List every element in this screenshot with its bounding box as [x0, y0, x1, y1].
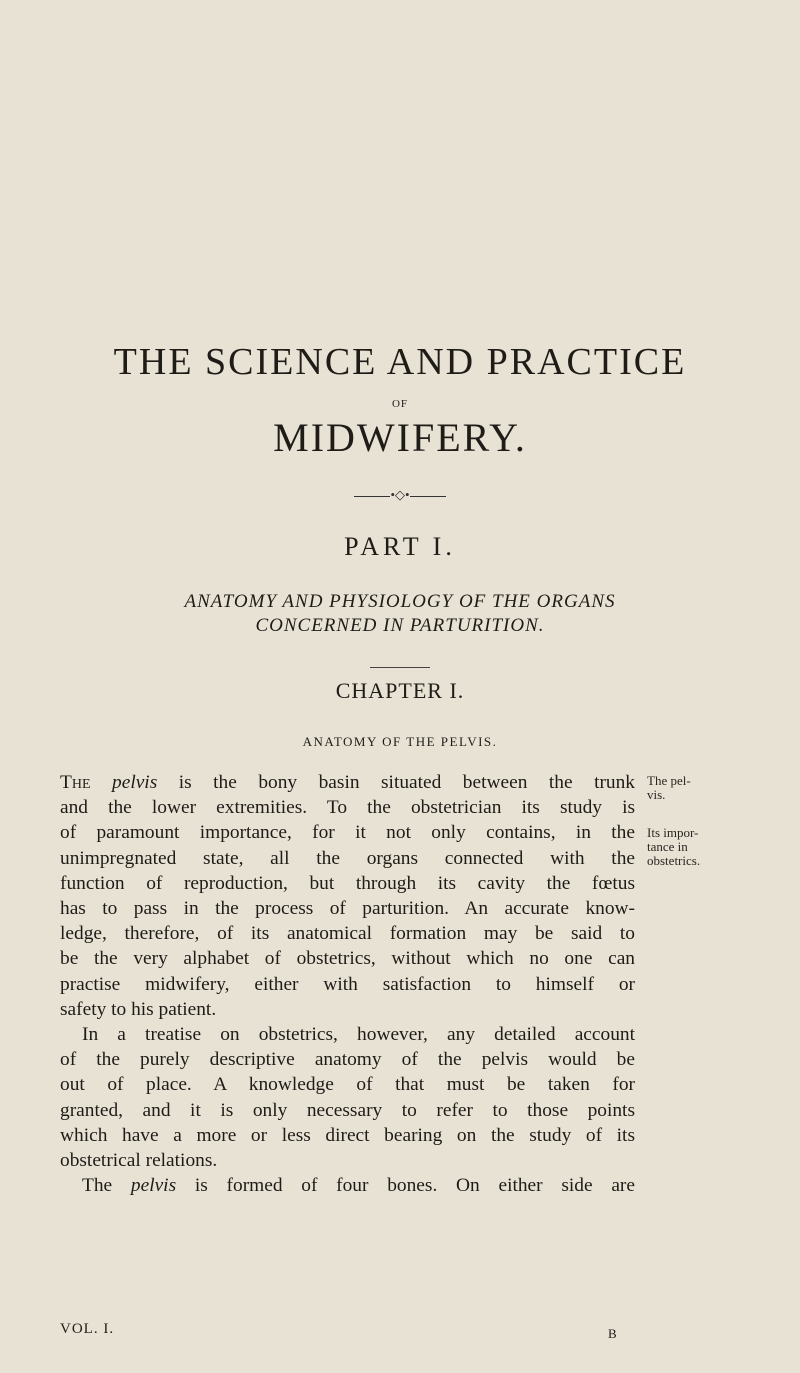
text-line: out of place. A knowledge of that must be taken for	[60, 1074, 635, 1096]
lead-word: The	[60, 772, 91, 793]
text-line: granted, and it is only necessary to refer to those points	[60, 1099, 635, 1121]
text-line: ledge, therefore, of its anatomical formation may be said to	[60, 923, 635, 945]
text-line: safety to his patient.	[60, 998, 217, 1020]
text-fragment: is formed of four bones. On either side are	[176, 1175, 635, 1197]
paragraph	[60, 1173, 635, 1198]
margin-note-line: tance in	[647, 839, 688, 854]
margin-note-importance	[647, 826, 767, 868]
text-fragment: is the bony basin situated between the trunk	[157, 772, 635, 793]
part-heading: PART I.	[344, 532, 456, 561]
text-line: be the very alphabet of obstetrics, without which no one can	[60, 948, 635, 970]
italic-term: pelvis	[130, 1175, 177, 1197]
rule-divider	[0, 655, 800, 673]
text-line: practise midwifery, either with satisfaction to himself or	[60, 973, 635, 995]
chapter-heading: CHAPTER I.	[335, 678, 465, 703]
text-line: In a treatise on obstetrics, however, any detailed account	[82, 1024, 635, 1046]
ornament-icon: •◇•	[390, 487, 410, 502]
volume-signature: VOL. I.	[60, 1321, 115, 1337]
italic-term: pelvis	[112, 772, 158, 793]
book-title: THE SCIENCE AND PRACTICE	[113, 341, 687, 383]
text-line: unimpregnated state, all the organs connected with the	[60, 847, 635, 869]
text-line: of the purely descriptive anatomy of the pelvis would be	[60, 1049, 635, 1071]
ornament-divider	[0, 487, 800, 503]
text-line: has to pass in the process of parturition. An accurate know-	[60, 898, 635, 920]
paragraph	[60, 1022, 635, 1173]
text-line: of paramount importance, for it not only contains, in the	[60, 822, 635, 844]
chapter-subheading: ANATOMY OF THE PELVIS.	[302, 734, 498, 749]
book-title-of: OF	[391, 398, 409, 410]
margin-note-line: vis.	[647, 787, 666, 802]
body-text	[60, 770, 635, 1198]
text-fragment: The	[82, 1175, 131, 1197]
margin-note-line: obstetrics.	[647, 853, 701, 868]
margin-note-line: Its impor-	[647, 825, 699, 840]
part-subtitle-line: CONCERNED IN PARTURITION.	[255, 615, 545, 636]
part-subtitle-line: ANATOMY AND PHYSIOLOGY OF THE ORGANS	[184, 591, 616, 612]
text-line: which have a more or less direct bearing on the study of its	[60, 1124, 635, 1146]
text-line: and the lower extremities. To the obstetrician its study is	[60, 797, 635, 819]
part-subtitle	[0, 590, 800, 638]
text-line	[60, 770, 635, 795]
margin-note-line: The pel-	[647, 773, 691, 788]
text-line	[60, 1173, 635, 1198]
text-line: obstetrical relations.	[60, 1150, 218, 1172]
margin-note-pelvis	[647, 774, 767, 802]
text-line: function of reproduction, but through its cavity the fœtus	[60, 872, 635, 894]
paragraph	[60, 770, 635, 1022]
book-subtitle: MIDWIFERY.	[273, 415, 527, 460]
gathering-signature: B	[608, 1326, 617, 1341]
